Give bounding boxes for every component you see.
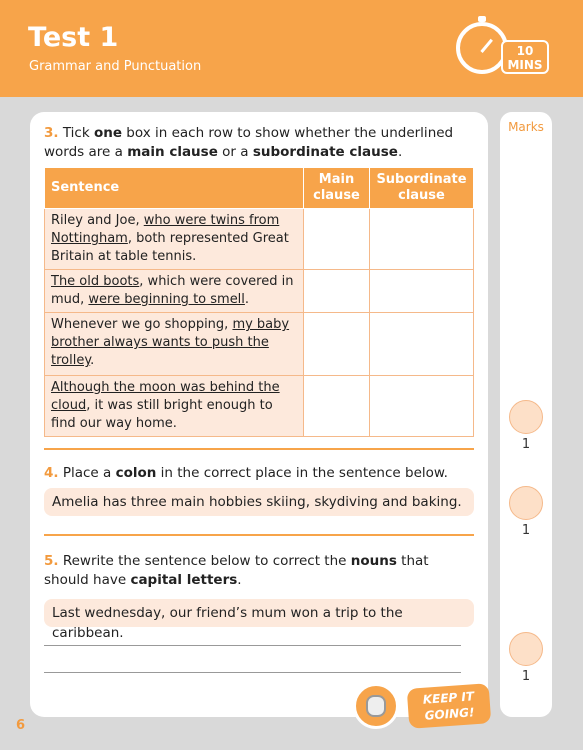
subordinate-clause-tick-box[interactable]: [369, 313, 473, 376]
q3-bold: subordinate clause: [252, 144, 398, 160]
q3-prompt: [44, 124, 474, 162]
answer-line[interactable]: [44, 672, 461, 673]
q4-text: in the correct place in the sentence below.: [156, 465, 448, 481]
subordinate-clause-tick-box[interactable]: [369, 376, 473, 437]
mark-value-q3: 1: [521, 437, 531, 452]
robot-mascot-icon: [353, 683, 399, 729]
table-row: [45, 209, 474, 270]
underlined-words: Although the moon was behind the cloud: [51, 380, 280, 413]
sentence-cell: [45, 376, 304, 437]
q5-sentence-box: Last wednesday, our friend’s mum won a trip to the caribbean.: [44, 599, 474, 627]
q5-bold: nouns: [350, 553, 397, 569]
table-row: [45, 376, 474, 437]
main-clause-tick-box[interactable]: [304, 209, 370, 270]
q4-prompt: [44, 464, 474, 483]
q3-bold: main clause: [127, 144, 218, 160]
q5-text: that should have: [44, 553, 429, 588]
q5-text: Rewrite the sentence below to correct the: [62, 553, 351, 569]
keep-line-2: GOING!: [424, 705, 475, 723]
table-row: [45, 270, 474, 313]
mark-value-q4: 1: [521, 523, 531, 538]
q4-text: Place a: [62, 465, 116, 481]
q3-number: 3.: [44, 125, 59, 141]
q4-number: 4.: [44, 465, 59, 481]
subordinate-clause-tick-box[interactable]: [369, 270, 473, 313]
q3-text: box in each row to show whether the underlined words are a: [44, 125, 454, 160]
underlined-words: were beginning to smell: [88, 292, 245, 307]
page-title: Test 1: [28, 22, 119, 53]
q4-bold: colon: [115, 465, 157, 481]
marks-column: [500, 112, 552, 717]
page-subtitle: Grammar and Punctuation: [29, 59, 202, 74]
q3-text: or a: [217, 144, 253, 160]
sentence-text: , which were covered in mud,: [51, 274, 294, 307]
underlined-words: my baby brother always wants to push the trolley: [51, 317, 290, 368]
answer-line[interactable]: [44, 645, 461, 646]
q5-text: .: [237, 572, 242, 588]
marks-title: Marks: [508, 120, 544, 134]
q3-text: .: [397, 144, 403, 160]
clause-table: [44, 167, 474, 437]
mark-box-q5[interactable]: [509, 632, 543, 666]
q5-bold: capital letters: [130, 572, 238, 588]
table-row: [45, 313, 474, 376]
column-header-subordinate-clause: Subordinate clause: [369, 168, 473, 209]
main-clause-tick-box[interactable]: [304, 313, 370, 376]
timer-badge: [501, 40, 549, 74]
header-banner: [0, 0, 583, 97]
sentence-cell: [45, 313, 304, 376]
q3-bold: one: [93, 125, 122, 141]
q4-sentence-box[interactable]: Amelia has three main hobbies skiing, skydiving and baking.: [44, 488, 474, 516]
sentence-text: , it was still bright enough to find our way home.: [51, 398, 273, 431]
sentence-text: , both represented Great Britain at table tennis.: [51, 231, 289, 264]
sentence-cell: [45, 270, 304, 313]
main-clause-tick-box[interactable]: [304, 376, 370, 437]
section-divider: [44, 534, 474, 536]
keep-line-1: KEEP IT: [422, 689, 475, 707]
timer-number: 10: [516, 44, 534, 58]
timer-unit: MINS: [507, 58, 543, 72]
column-header-main-clause: Main clause: [304, 168, 370, 209]
sentence-cell: [45, 209, 304, 270]
page-number: 6: [16, 718, 26, 733]
underlined-words: who were twins from Nottingham: [51, 213, 280, 246]
column-header-sentence: Sentence: [45, 168, 304, 209]
sentence-text: .: [244, 292, 250, 307]
sentence-text: Riley and Joe,: [51, 213, 144, 228]
q3-text: Tick: [62, 125, 94, 141]
keep-it-going-badge: [407, 683, 492, 729]
q5-number: 5.: [44, 553, 59, 569]
sentence-text: Whenever we go shopping,: [51, 317, 233, 332]
sentence-text: .: [90, 353, 95, 368]
underlined-words: The old boots: [51, 274, 140, 289]
main-clause-tick-box[interactable]: [304, 270, 370, 313]
mark-box-q3[interactable]: [509, 400, 543, 434]
mark-value-q5: 1: [521, 669, 531, 684]
subordinate-clause-tick-box[interactable]: [369, 209, 473, 270]
mark-box-q4[interactable]: [509, 486, 543, 520]
section-divider: [44, 448, 474, 450]
q5-prompt: [44, 552, 474, 590]
